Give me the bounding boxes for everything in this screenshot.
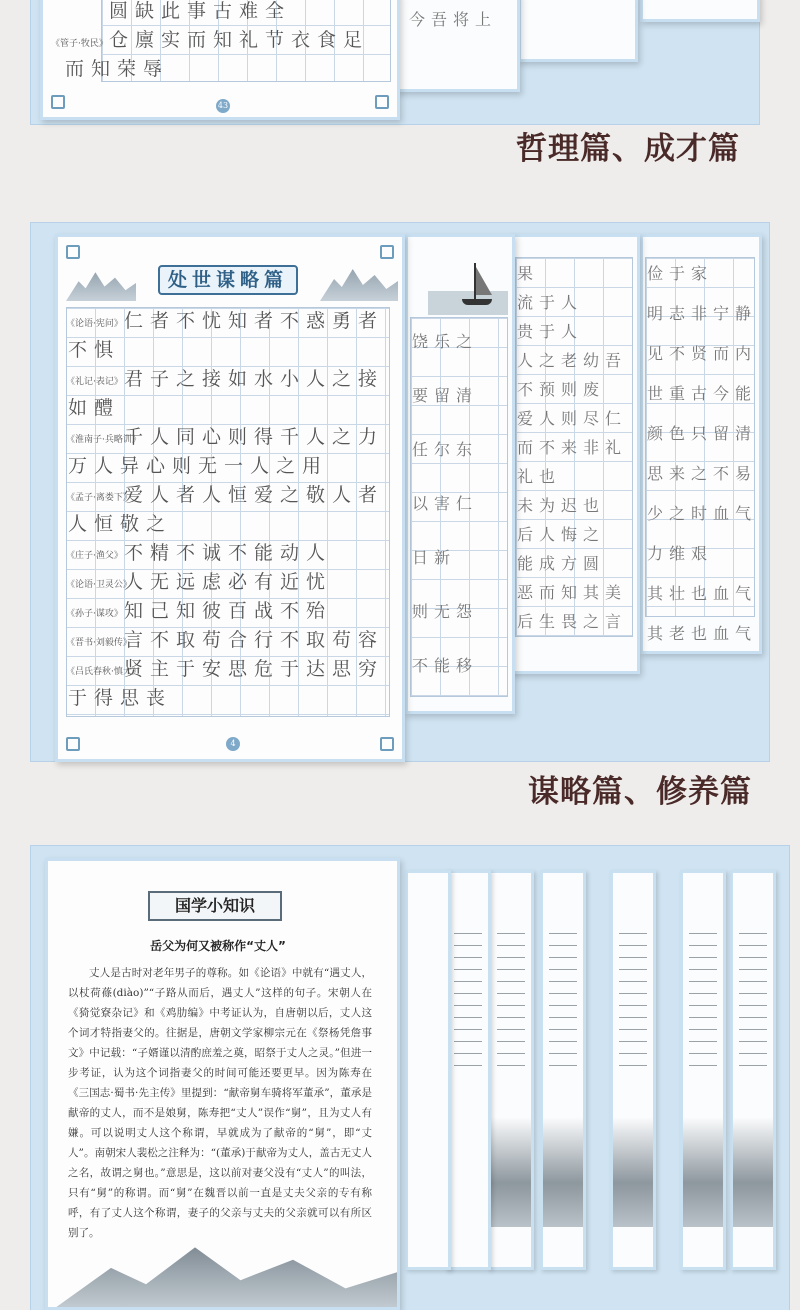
practice-row: 贤主于安思危于达思穷 bbox=[124, 658, 385, 680]
practice-row: 于得思丧 bbox=[68, 687, 173, 709]
page-strip bbox=[680, 870, 726, 1270]
section-caption-1: 哲理篇、成才篇 bbox=[516, 131, 740, 167]
back-row: 果 bbox=[517, 264, 540, 283]
practice-row: 知己知彼百战不殆 bbox=[124, 600, 333, 622]
corner-ornament bbox=[66, 737, 80, 751]
back-row: 任尔东 bbox=[412, 440, 479, 459]
back-sheet-a bbox=[405, 234, 515, 714]
main-practice-sheet bbox=[55, 234, 405, 762]
source-label: 《论语·宪问》 bbox=[66, 319, 123, 329]
practice-row: 不惧 bbox=[68, 339, 121, 361]
back-row: 思来之不易 bbox=[647, 464, 758, 483]
corner-ornament bbox=[51, 95, 65, 109]
back-row: 未为迟也 bbox=[517, 496, 606, 515]
banner-mountain-left bbox=[66, 265, 136, 301]
source-label: 《孟子·离娄下》 bbox=[66, 493, 132, 503]
back-row: 俭于家 bbox=[647, 264, 714, 283]
section-caption-2: 谋略篇、修养篇 bbox=[528, 774, 752, 810]
back-row: 而不来非礼 bbox=[517, 438, 628, 457]
page-strip bbox=[730, 870, 776, 1270]
back-row: 力维艰 bbox=[647, 544, 714, 563]
top-back-text: 今吾将上 bbox=[409, 10, 498, 29]
back-sheet-c bbox=[640, 234, 762, 654]
page-number: 4 bbox=[226, 737, 240, 751]
top-back-sheet-1 bbox=[396, 0, 520, 92]
page-strip bbox=[540, 870, 586, 1270]
top-front-sheet bbox=[40, 0, 400, 120]
knowledge-subtitle: 岳父为何又被称作“丈人” bbox=[150, 939, 286, 953]
source-label: 《晋书·刘毅传》 bbox=[66, 638, 132, 648]
source-label: 《吕氏春秋·慎大》 bbox=[66, 667, 141, 677]
top-row-1: 圆缺此事古难全 bbox=[109, 0, 292, 22]
corner-ornament bbox=[380, 737, 394, 751]
back-row: 以害仁 bbox=[412, 494, 479, 513]
back-row: 日新 bbox=[412, 548, 457, 567]
back-row: 后生畏之言 bbox=[517, 612, 628, 631]
practice-row: 爱人者人恒爱之敬人者 bbox=[124, 484, 385, 506]
top-back-sheet-2 bbox=[518, 0, 638, 62]
practice-row: 人恒敬之 bbox=[68, 513, 173, 535]
knowledge-title: 国学小知识 bbox=[148, 891, 282, 921]
corner-ornament bbox=[375, 95, 389, 109]
back-row: 要留清 bbox=[412, 386, 479, 405]
back-row: 颜色只留清 bbox=[647, 424, 758, 443]
practice-row: 不精不诚不能动人 bbox=[124, 542, 333, 564]
banner-mountain-right bbox=[320, 261, 398, 301]
back-row: 世重古今能 bbox=[647, 384, 758, 403]
back-row: 贵于人 bbox=[517, 322, 584, 341]
page-strip bbox=[610, 870, 656, 1270]
page-strip bbox=[488, 870, 534, 1270]
back-row: 不能移 bbox=[412, 656, 479, 675]
boat-illustration-icon bbox=[428, 255, 508, 315]
top-row-3: 而知荣辱 bbox=[65, 58, 170, 80]
back-sheet-b bbox=[510, 234, 640, 674]
source-label: 《孙子·谋攻》 bbox=[66, 609, 123, 619]
back-row: 流于人 bbox=[517, 293, 584, 312]
practice-row: 仁者不忧知者不惑勇者 bbox=[124, 310, 385, 332]
back-row: 其老也血气 bbox=[647, 624, 758, 643]
back-row: 少之时血气 bbox=[647, 504, 758, 523]
page-number: 43 bbox=[216, 99, 230, 113]
back-row: 恶而知其美 bbox=[517, 583, 628, 602]
practice-row: 言不取苟合行不取苟容 bbox=[124, 629, 385, 651]
back-row: 爱人则尽仁 bbox=[517, 409, 628, 428]
back-row: 其壮也血气 bbox=[647, 584, 758, 603]
top-row-2: 仓廪实而知礼节衣食足 bbox=[109, 29, 370, 51]
page-strip bbox=[405, 870, 451, 1270]
corner-ornament bbox=[66, 245, 80, 259]
source-label: 《庄子·渔父》 bbox=[66, 551, 123, 561]
section-banner: 处世谋略篇 bbox=[158, 265, 298, 295]
back-row: 明志非宁静 bbox=[647, 304, 758, 323]
practice-row: 如醴 bbox=[68, 397, 121, 419]
source-label: 《礼记·表记》 bbox=[66, 377, 123, 387]
back-row: 后人悔之 bbox=[517, 525, 606, 544]
corner-ornament bbox=[380, 245, 394, 259]
practice-row: 人无远虑必有近忧 bbox=[124, 571, 333, 593]
back-row: 人之老幼吾 bbox=[517, 351, 628, 370]
knowledge-body: 丈人是古时对老年男子的尊称。如《论语》中就有“遇丈人，以杖荷蓧(diào)”“子路从而后，遇丈人”这样的句子。宋朝人在《猗觉寮杂记》和《鸡肋编》中考证认为，自唐朝以后，丈人这个词才特指妻父的。往据是，唐朝文学家柳宗元在《祭杨凭詹事文》中记载：“子婿谨以清酌庶羞之奠，昭祭于丈人之灵。”但进一步考证，认为这个词指妻父的时间可能还要更早。因为陈寿在《三国志·蜀书·先主传》里提到：“献帝舅车骑将军董承”，董承是献帝的丈人，而不是娘舅，陈寿把“丈人”误作“舅”，且为丈人有嫌。可以说明丈人这个称谓，早就成为了献帝的“舅”，即“丈人”。南朝宋人裴松之注释为：“(董承)于献帝为丈人，盖古无丈人之名，故谓之舅也。”意思是，这以前对妻父没有“丈人”的叫法，只有“舅”的称谓。而“舅”在魏晋以前一直是丈夫父亲的专有称呼，有了丈人这个称谓，妻子的父亲与丈夫的父亲就可以有所区别了。 bbox=[68, 967, 372, 1239]
back-row: 能成方圆 bbox=[517, 554, 606, 573]
back-row: 见不贤而内 bbox=[647, 344, 758, 363]
top-spread bbox=[0, 0, 800, 130]
back-row: 饶乐之 bbox=[412, 332, 479, 351]
back-row: 则无怨 bbox=[412, 602, 479, 621]
practice-row: 君子之接如水小人之接 bbox=[124, 368, 385, 390]
back-row: 礼也 bbox=[517, 467, 562, 486]
top-source-2: 《管子·牧民》 bbox=[51, 39, 108, 49]
top-back-sheet-3 bbox=[640, 0, 760, 22]
practice-row: 千人同心则得千人之力 bbox=[124, 426, 385, 448]
middle-spread bbox=[0, 222, 800, 767]
source-label: 《淮南子·兵略训》 bbox=[66, 435, 141, 445]
page-strip bbox=[445, 870, 491, 1270]
back-row: 不预则废 bbox=[517, 380, 606, 399]
source-label: 《论语·卫灵公》 bbox=[66, 580, 132, 590]
practice-row: 万人异心则无一人之用 bbox=[68, 455, 329, 477]
knowledge-sheet bbox=[45, 858, 400, 1310]
